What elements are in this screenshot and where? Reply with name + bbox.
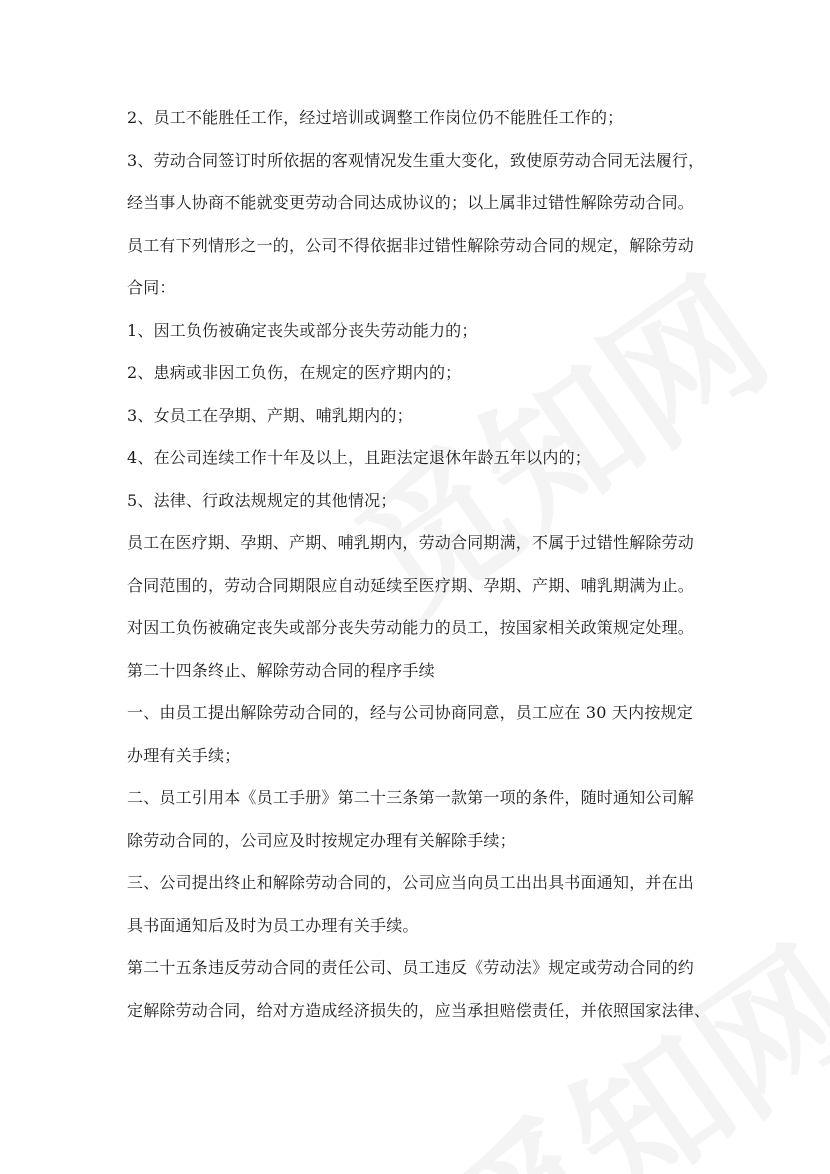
paragraph-line: 员工在医疗期、孕期、产期、哺乳期内，劳动合同期满，不属于过错性解除劳动 <box>127 533 695 552</box>
paragraph-line: 第二十五条违反劳动合同的责任公司、员工违反《劳动法》规定或劳动合同的约 <box>127 958 695 977</box>
paragraph-line: 办理有关手续； <box>127 745 241 765</box>
paragraph-line: 2、员工不能胜任工作，经过培训或调整工作岗位仍不能胜任工作的； <box>127 108 624 127</box>
paragraph-line: 二、员工引用本《员工手册》第二十三条第一款第一项的条件，随时通知公司解 <box>127 788 695 807</box>
paragraph-line: 除劳动合同的，公司应及时按规定办理有关解除手续； <box>127 830 516 850</box>
list-item: 1、因工负伤被确定丧失或部分丧失劳动能力的； <box>127 320 478 340</box>
list-item: 2、患病或非因工负伤，在规定的医疗期内的； <box>127 363 462 382</box>
list-item: 3、女员工在孕期、产期、哺乳期内的； <box>127 405 413 425</box>
paragraph-line: 定解除劳动合同，给对方造成经济损失的，应当承担赔偿责任，并依照国家法律、 <box>127 1000 711 1020</box>
paragraph-line: 三、公司提出终止和解除劳动合同的，公司应当向员工出出具书面通知，并在出 <box>127 873 695 892</box>
paragraph-line: 合同： <box>127 278 176 297</box>
list-item: 4、在公司连续工作十年及以上，且距法定退休年龄五年以内的； <box>127 448 591 467</box>
document-body <box>127 108 717 1043</box>
paragraph-line: 具书面通知后及时为员工办理有关手续。 <box>127 915 419 935</box>
paragraph-line: 经当事人协商不能就变更劳动合同达成协议的；以上属非过错性解除劳动合同。 <box>127 193 695 212</box>
paragraph-line: 一、由员工提出解除劳动合同的，经与公司协商同意，员工应在 30 天内按规定 <box>127 703 693 722</box>
paragraph-line: 员工有下列情形之一的，公司不得依据非过错性解除劳动合同的规定，解除劳动 <box>127 235 695 255</box>
section-heading: 第二十四条终止、解除劳动合同的程序手续 <box>127 660 435 680</box>
paragraph-line: 3、劳动合同签订时所依据的客观情况发生重大变化，致使原劳动合同无法履行， <box>127 150 705 170</box>
paragraph-line: 对因工负伤被确定丧失或部分丧失劳动能力的员工，按国家相关政策规定处理。 <box>127 618 695 637</box>
list-item: 5、法律、行政法规规定的其他情况； <box>127 490 397 510</box>
paragraph-line: 合同范围的，劳动合同期限应自动延续至医疗期、孕期、产期、哺乳期满为止。 <box>127 575 695 595</box>
